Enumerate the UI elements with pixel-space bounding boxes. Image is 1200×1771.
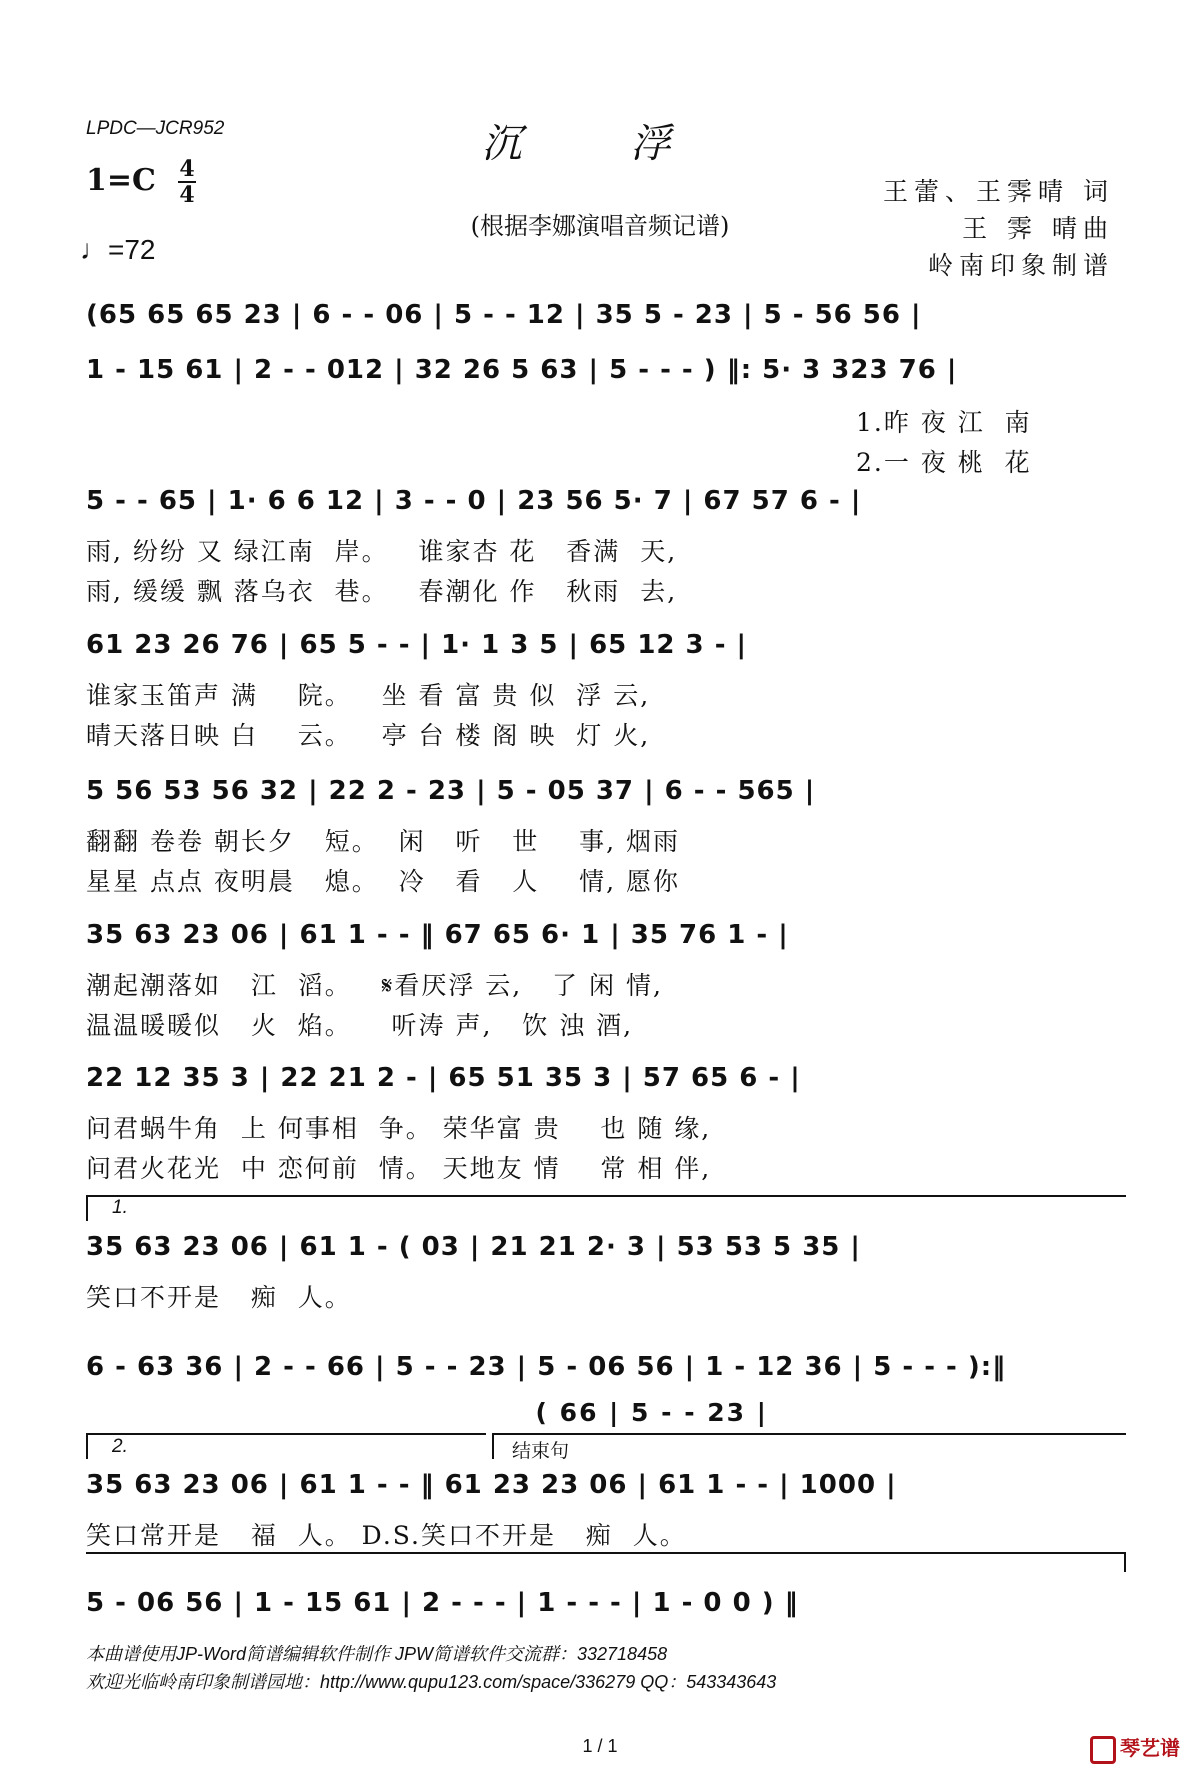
coda-tick [1124,1552,1126,1572]
volta-label-1: 1. [112,1197,128,1218]
logo-text: 琴艺谱 [1120,1738,1180,1760]
score-row-9 [86,1352,1126,1427]
notation-line: (65 65 65 23 | 6 - - 06 | 5 - - 12 | 35 5 - 23 | 5 - 56 56 | [86,300,922,330]
score-row-1 [86,300,1126,360]
lyric-verse-2: 温温暖暖似 火 焰。 听涛 声, 饮 浊 酒, [86,1011,634,1040]
score-row-6 [86,920,1126,1040]
notation-line: 61 23 26 76 | 65 5 - - | 1· 1 3 5 | 65 12 3 - | [86,630,748,660]
lyric-verse-1: 雨, 纷纷 又 绿江南 岸。 谁家杏 花 香满 天, [86,537,678,566]
notation-line: 35 63 23 06 | 61 1 - - ‖ 61 23 23 06 | 61 1 - - | 1000 | [86,1470,897,1500]
notation-line: 22 12 35 3 | 22 21 2 - | 65 51 35 3 | 57 65 6 - | [86,1063,801,1093]
volta-bracket-2 [86,1433,486,1435]
lyric-verse-1: 问君蜗牛角 上 何事相 争。 荣华富 贵 也 随 缘, [86,1114,712,1143]
time-signature-bottom: 4 [179,182,195,208]
lyric-verse-1: 潮起潮落如 江 滔。 𝄋看厌浮 云, 了 闲 情, [86,971,663,1000]
ending-label: 结束句 [512,1441,570,1462]
subtitle: (根据李娜演唱音频记谱) [470,212,730,240]
composer-credit: 王 霁 晴曲 [962,214,1114,243]
notation-line: 6 - 63 36 | 2 - - 66 | 5 - - 23 | 5 - 06 56 | 1 - 12 36 | 5 - - - ):‖ [86,1352,1007,1382]
tempo-marking: ♩=72 [80,234,156,265]
score-row-4 [86,630,1126,750]
lyric-verse-2: 星星 点点 夜明晨 熄。 冷 看 人 情, 愿你 [86,867,680,896]
score-serial: LPDC—JCR952 [86,118,225,139]
notation-line: 5 - - 65 | 1· 6 6 12 | 3 - - 0 | 23 56 5· 7 | 67 57 6 - | [86,486,862,516]
time-signature-top: 4 [179,156,195,182]
score-row-3 [86,486,1126,606]
notation-line: 35 63 23 06 | 61 1 - - ‖ 67 65 6· 1 | 35 76 1 - | [86,920,789,950]
coda-bracket [86,1552,1126,1554]
lyric-verse-1: 谁家玉笛声 满 院。 坐 看 富 贵 似 浮 云, [86,681,651,710]
site-logo [1090,1732,1180,1764]
alternate-notation: ( 66 | 5 - - 23 | [86,1398,768,1427]
notation-line: 5 56 53 56 32 | 22 2 - 23 | 5 - 05 37 | 6 - - 565 | [86,776,816,806]
score-row-7 [86,1063,1126,1183]
notation-line: 1 - 15 61 | 2 - - 012 | 32 26 5 63 | 5 - - - ) ‖: 5· 3 323 76 | [86,355,958,385]
lyric-verse-1: 笑口不开是 痴 人。 [86,1283,352,1312]
lyric-verse-1: 翻翻 卷卷 朝长夕 短。 闲 听 世 事, 烟雨 [86,827,680,856]
lyric-verse-1: 笑口常开是 福 人。 D.S.笑口不开是 痴 人。 [86,1521,687,1550]
notation-line: 5 - 06 56 | 1 - 15 61 | 2 - - - | 1 - - - | 1 - 0 0 ) ‖ [86,1588,799,1618]
lyric-verse-1: 1.昨 夜 江 南 [856,408,1032,437]
score-row-10 [86,1470,1126,1550]
ending-tick [492,1433,494,1459]
page-number: 1 / 1 [582,1736,618,1756]
score-row-8 [86,1232,1126,1312]
lyric-verse-2: 晴天落日映 白 云。 亭 台 楼 阁 映 灯 火, [86,721,651,750]
time-signature [178,158,196,206]
volta-bracket-1 [86,1195,1126,1197]
score-row-11 [86,1588,1126,1648]
lyricist-credit: 王蕾、王霁晴 词 [883,177,1114,206]
volta-tick [86,1433,88,1459]
lyric-verse-2: 问君火花光 中 恋何前 情。 天地友 情 常 相 伴, [86,1154,712,1183]
score-row-2 [86,355,1126,477]
footer-line-2: 欢迎光临岭南印象制谱园地：http://www.qupu123.com/space/336279 QQ：543343643 [86,1672,777,1692]
arranger-credit: 岭南印象制谱 [927,251,1114,280]
lyric-verse-2: 雨, 缓缓 飘 落乌衣 巷。 春潮化 作 秋雨 去, [86,577,678,606]
logo-icon [1090,1736,1116,1764]
song-title: 沉 浮 [481,121,719,167]
score-row-5 [86,776,1126,896]
volta-label-2: 2. [112,1436,128,1457]
notation-line: 35 63 23 06 | 61 1 - ( 03 | 21 21 2· 3 | 53 53 5 35 | [86,1232,861,1262]
key-signature: 1=C [86,163,156,198]
footer-line-1: 本曲谱使用JP-Word简谱编辑软件制作 JPW简谱软件交流群：332718458 [86,1644,668,1664]
volta-tick [86,1195,88,1221]
lyric-verse-2: 2.一 夜 桃 花 [856,448,1032,477]
ending-bracket [492,1433,1126,1435]
